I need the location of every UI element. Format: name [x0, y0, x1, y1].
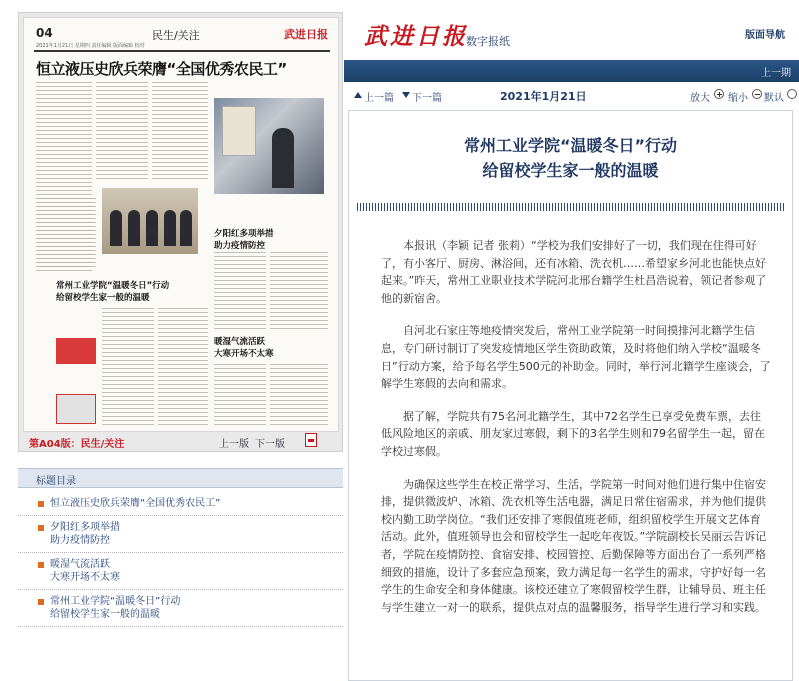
newspaper-page-preview[interactable]: [18, 12, 343, 452]
toc-title: 标题目录: [36, 476, 76, 487]
paper-text-column: [214, 252, 266, 332]
prev-issue-link[interactable]: 上一期: [761, 68, 791, 79]
brand-subtitle: 数字报纸: [466, 35, 510, 48]
article-panel: [348, 110, 793, 681]
toc-item-line: 恒立液压史欣兵荣膺“全国优秀农民工”: [50, 498, 221, 509]
right-panel: [344, 0, 799, 681]
prev-article-link[interactable]: 上一篇: [364, 93, 394, 104]
paper-text-column: [270, 252, 328, 332]
square-bullet-icon: [38, 562, 44, 568]
paper-text-column: [214, 364, 266, 426]
article-paragraph: 本报讯（李颖 记者 张莉）“学校为我们安排好了一切，我们现在住得可好了，有小客厅、厨房、淋浴间，还有冰箱、洗衣机……希望家乡河北也能快点好起来。”昨天，常州工业职业技术学院河北邢台籍学生杜昌浩说着，领记者参观了他的新宿舍。: [381, 239, 767, 305]
triangle-up-icon: [354, 92, 362, 98]
paper-subheadline-sunset[interactable]: [214, 228, 274, 252]
toc-item-line: 助力疫情防控: [50, 535, 110, 546]
zoom-in-icon[interactable]: [714, 89, 724, 99]
left-panel: [0, 0, 344, 681]
paper-logo: 武进日报: [284, 28, 328, 41]
prev-page-link[interactable]: 上一版: [219, 439, 249, 450]
paper-text-column: [102, 308, 154, 426]
paper-meta: 2021年1月21日 星期四 责任编辑 版面编辑 校对: [36, 43, 145, 49]
toc-header: [18, 468, 343, 488]
layout-nav-link[interactable]: 版面导航: [745, 30, 785, 41]
paper-masthead: [34, 24, 330, 52]
pdf-icon[interactable]: [305, 433, 317, 447]
next-article-link[interactable]: 下一篇: [412, 93, 442, 104]
zoom-out-icon[interactable]: [752, 89, 762, 99]
toc-item[interactable]: [18, 553, 343, 590]
triangle-down-icon: [402, 92, 410, 98]
square-bullet-icon: [38, 501, 44, 507]
paper-subheadline-weather[interactable]: [214, 336, 274, 360]
paper-footer: [23, 433, 339, 451]
square-bullet-icon: [38, 525, 44, 531]
default-zoom-icon[interactable]: [787, 89, 797, 99]
brand-logo[interactable]: 武进日报: [364, 23, 468, 50]
article-body: [381, 237, 771, 631]
paper-subheadline-line: 大寒开场不太寒: [214, 349, 274, 359]
paper-text-column: [270, 364, 328, 426]
paper-headline[interactable]: 恒立液压史欣兵荣膺“全国优秀农民工”: [36, 60, 287, 78]
paper-ad-box: [56, 394, 96, 424]
toc-item[interactable]: [18, 516, 343, 553]
paper-subheadline-line: 暖湿气流活跃: [214, 337, 266, 347]
paper-subheadline-line: 给留校学生家一般的温暖: [56, 293, 150, 303]
paper-section: 民生/关注: [152, 29, 200, 42]
article-divider: [357, 203, 785, 211]
paper-subheadline-line: 夕阳红多项举措: [214, 229, 274, 239]
paper-text-column: [36, 198, 96, 268]
paper-subheadline-warm-winter[interactable]: [56, 280, 169, 304]
zoom-out-link[interactable]: 缩小: [728, 93, 748, 104]
paper-subheadline-line: 常州工业学院“温暖冬日”行动: [56, 281, 170, 291]
article-paragraph: 为确保这些学生在校正常学习、生活，学院第一时间对他们进行集中住宿安排，提供微波炉、冰箱、洗衣机等生活电器，满足日常住宿需求，并为他们提供校内勤工助学岗位。“我们还安排了寒假值班老师，组织留校学生开展文艺体育活动。此外，值班领导也会和留校学生一起吃年夜饭。”学院副校长吴丽云告诉记者，学院在疫情防控、食宿安排、校园管控、后勤保障等方面出台了一系列严格细致的措施，设计了多套应急预案，致力满足每一名学生的需求，守护好每一名学生的生命安全和身体健康。该校还建立了寒假留校学生群，让辅导员、班主任与学生建立一对一的联系，提供点对点的温馨服务，指导学生进行学习和实践。: [381, 477, 767, 614]
article-paragraph: 自河北石家庄等地疫情突发后，常州工业学院第一时间摸排河北籍学生信息，专门研讨制订了突发疫情地区学生资助政策，及时将他们纳入学校“温暖冬日”行动方案，给予每名学生500元的补助金。同时，举行河北籍学生座谈会，了解学生寒假的去向和需求。: [381, 324, 771, 391]
paper-text-column: [152, 82, 208, 182]
toc-item[interactable]: [18, 590, 343, 627]
toc-item-line: 夕阳红多项举措: [50, 522, 120, 533]
page-label: 第A04版：民生/关注: [29, 439, 125, 450]
default-zoom-link[interactable]: 默认: [764, 93, 784, 104]
toc-item-line: 暖湿气流活跃: [50, 559, 110, 570]
next-page-link[interactable]: 下一版: [255, 439, 285, 450]
toc-list: [18, 492, 343, 627]
paper-page-number: 04: [36, 26, 53, 40]
article-title-line: 常州工业学院“温暖冬日”行动: [463, 136, 678, 155]
square-bullet-icon: [38, 599, 44, 605]
article-title-line: 给留校学生家一般的温暖: [482, 161, 659, 180]
zoom-in-link[interactable]: 放大: [690, 93, 710, 104]
paper-text-column: [158, 308, 208, 426]
top-nav-bar: [344, 60, 799, 82]
paper-subheadline-line: 助力疫情防控: [214, 241, 266, 251]
toc-item-line: 常州工业学院“温暖冬日”行动: [50, 596, 181, 607]
article-toolbar: [344, 85, 799, 107]
article-title: [349, 133, 792, 183]
newspaper-page-image[interactable]: [23, 17, 339, 432]
toc-item[interactable]: [18, 492, 343, 516]
toc-item-line: 大寒开场不太寒: [50, 572, 120, 583]
paper-photo-group: [102, 188, 198, 254]
toc-item-line: 给留校学生家一般的温暖: [50, 609, 160, 620]
paper-photo-man-at-board: [214, 98, 324, 194]
issue-date: 2021年1月21日: [500, 90, 587, 103]
paper-red-banner: [56, 338, 96, 364]
article-paragraph: 据了解，学院共有75名河北籍学生，其中72名学生已享受免费车票，去往低风险地区的亲戚、朋友家过寒假，剩下的3名学生则和79名留学生一起，留在学校过寒假。: [381, 409, 765, 458]
paper-text-column: [96, 82, 148, 182]
